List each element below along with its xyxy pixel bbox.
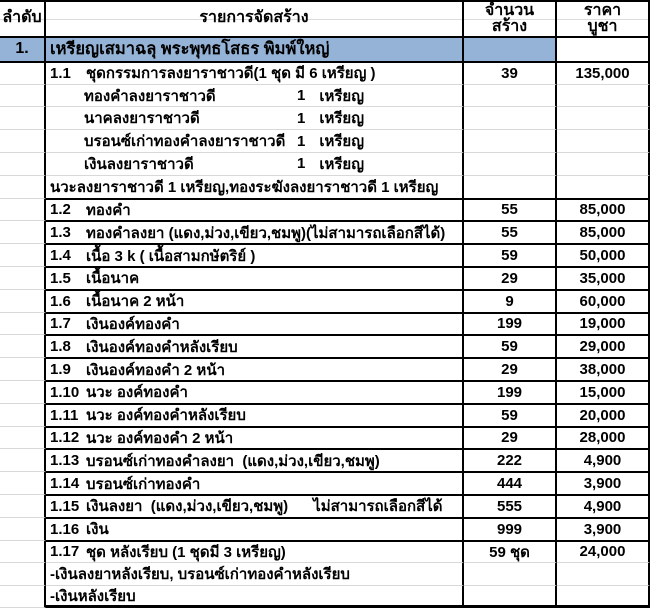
quantity-cell [464, 540, 557, 563]
order-cell [0, 198, 46, 221]
price-value: 3,900 [583, 520, 622, 538]
sub-item-qty: 1 [297, 132, 306, 150]
sub-item-qty: 1 [297, 86, 306, 104]
table-row [0, 585, 650, 608]
header-order-label: ลำดับ [2, 9, 42, 26]
price-cell [557, 540, 650, 563]
item-cell [46, 540, 464, 563]
item-number: 1.5 [50, 269, 71, 287]
item-cell [46, 312, 464, 335]
item-name: ชุด หลังเรียบ (1 ชุดมี 3 เหรียญ) [86, 543, 286, 561]
section-title: เหรียญเสมาฉลุ พระพุทธโสธร พิมพ์ใหญ่ [50, 40, 330, 59]
section-number-cell [0, 38, 46, 61]
table-row [0, 243, 650, 266]
quantity-cell [464, 84, 557, 107]
item-name: นวะ องค์ทองคำหลังเรียบ [86, 407, 246, 425]
price-cell [557, 357, 650, 380]
price-cell [557, 448, 650, 471]
quantity-value: 29 [501, 269, 518, 287]
order-cell [0, 152, 46, 175]
section-title-cell [46, 38, 464, 61]
quantity-cell [464, 175, 557, 198]
quantity-cell [464, 220, 557, 243]
price-value: 4,900 [583, 452, 622, 470]
item-number: 1.14 [50, 475, 80, 493]
quantity-value: 222 [496, 452, 523, 470]
price-cell [557, 220, 650, 243]
table-header-row [0, 2, 650, 38]
item-cell [46, 448, 464, 471]
quantity-value: 59 ชุด [489, 543, 530, 561]
item-cell [46, 220, 464, 243]
order-cell [0, 106, 46, 129]
item-number: 1.8 [50, 338, 71, 356]
quantity-cell [464, 517, 557, 540]
quantity-cell [464, 312, 557, 335]
price-value: 4,900 [583, 497, 622, 515]
header-quantity-column [464, 2, 557, 36]
price-value: 135,000 [575, 64, 630, 82]
item-number: 1.1 [50, 64, 71, 82]
table-row [0, 426, 650, 449]
table-row [0, 471, 650, 494]
quantity-cell [464, 562, 557, 585]
table-row [0, 175, 650, 198]
item-name: นวะ องค์ทองคำ 2 หน้า [86, 429, 234, 447]
quantity-cell [464, 61, 557, 84]
order-cell [0, 266, 46, 289]
table-row [0, 289, 650, 312]
item-cell [46, 426, 464, 449]
table-row [0, 220, 650, 243]
order-cell [0, 61, 46, 84]
item-name: เนื้อนาค [86, 270, 140, 288]
item-name: เงินองค์ทองคำ 2 หน้า [86, 361, 225, 379]
item-cell [46, 471, 464, 494]
item-number: 1.17 [50, 543, 80, 561]
sub-item-qty: 1 [297, 109, 306, 127]
table-row [0, 562, 650, 585]
price-cell [557, 61, 650, 84]
quantity-value: 39 [501, 64, 518, 82]
item-name: เนื้อนาค 2 หน้า [86, 293, 185, 311]
quantity-value: 199 [496, 315, 523, 333]
quantity-value: 555 [496, 497, 523, 515]
section-price-cell [557, 38, 650, 61]
item-name: ทองคำลงยา (แดง,ม่วง,เขียว,ชมพู)(ไม่สามารถเลือกสีได้) [86, 224, 446, 242]
table-row [0, 106, 650, 129]
order-cell [0, 448, 46, 471]
quantity-value: 999 [496, 520, 523, 538]
quantity-cell [464, 334, 557, 357]
price-value: 50,000 [579, 247, 626, 265]
section-row [0, 38, 650, 61]
item-number: 1.16 [50, 520, 80, 538]
table-row [0, 129, 650, 152]
header-quantity-line1: จำนวน [484, 2, 535, 19]
quantity-value: 55 [501, 224, 518, 242]
item-number: 1.11 [50, 406, 79, 424]
order-cell [0, 517, 46, 540]
item-cell [46, 198, 464, 221]
item-note: (1 ชุด มี 6 เหรียญ ) [253, 65, 376, 83]
price-value: 29,000 [579, 338, 626, 356]
item-cell [46, 61, 464, 84]
order-cell [0, 129, 46, 152]
price-value: 85,000 [579, 224, 626, 242]
quantity-cell [464, 471, 557, 494]
table-row [0, 334, 650, 357]
order-cell [0, 175, 46, 198]
order-cell [0, 312, 46, 335]
item-name: บรอนซ์เก่าทองคำ [86, 475, 201, 493]
price-value: 28,000 [579, 429, 626, 447]
sub-item-unit: เหรียญ [319, 133, 364, 151]
note-text: นวะลงยาราชาวดี 1 เหรียญ,ทองระฆังลงยาราชาวดี 1 เหรียญ [50, 178, 439, 196]
quantity-cell [464, 243, 557, 266]
price-cell [557, 380, 650, 403]
quantity-cell [464, 152, 557, 175]
table-row [0, 540, 650, 563]
header-item-column [46, 2, 464, 36]
item-number: 1.7 [50, 315, 71, 333]
table-row [0, 380, 650, 403]
item-number: 1.9 [50, 361, 71, 379]
item-cell [46, 129, 464, 152]
table-body [0, 61, 650, 608]
note-text: -เงินหลังเรียบ [50, 587, 136, 605]
quantity-cell [464, 403, 557, 426]
sub-item-unit: เหรียญ [319, 110, 364, 128]
item-cell [46, 106, 464, 129]
price-cell [557, 152, 650, 175]
item-cell [46, 334, 464, 357]
price-value: 20,000 [579, 406, 626, 424]
order-cell [0, 403, 46, 426]
price-cell [557, 494, 650, 517]
item-cell [46, 494, 464, 517]
header-price-line1: ราคา [583, 2, 622, 19]
quantity-cell [464, 129, 557, 152]
header-price-line2: บูชา [587, 18, 618, 35]
price-value: 38,000 [579, 361, 626, 379]
quantity-cell [464, 426, 557, 449]
table-row [0, 198, 650, 221]
price-cell [557, 517, 650, 540]
item-number: 1.10 [50, 383, 80, 401]
table-row [0, 152, 650, 175]
item-cell [46, 403, 464, 426]
quantity-value: 9 [505, 292, 514, 310]
price-value: 15,000 [579, 383, 626, 401]
header-order-column [0, 2, 46, 36]
quantity-cell [464, 448, 557, 471]
quantity-value: 444 [496, 475, 523, 493]
price-cell [557, 198, 650, 221]
quantity-cell [464, 198, 557, 221]
table-row [0, 448, 650, 471]
item-name: บรอนซ์เก่าทองคำลงยา (แดง,ม่วง,เขียว,ชมพู) [86, 452, 380, 470]
order-cell [0, 494, 46, 517]
item-name: ทองคำ [86, 201, 131, 219]
item-name: เงินลงยา (แดง,ม่วง,เขียว,ชมพู) ไม่สามารถเลือกสีได้ [86, 498, 443, 516]
item-name: เงินองค์ทองคำ [86, 315, 180, 333]
item-cell [46, 243, 464, 266]
order-cell [0, 471, 46, 494]
item-cell [46, 585, 464, 608]
item-name: เนื้อ 3 k ( เนื้อสามกษัตริย์ ) [86, 247, 256, 265]
table-row [0, 494, 650, 517]
quantity-value: 55 [501, 201, 518, 219]
price-cell [557, 243, 650, 266]
price-value: 19,000 [579, 315, 626, 333]
order-cell [0, 357, 46, 380]
item-cell [46, 175, 464, 198]
order-cell [0, 380, 46, 403]
item-number: 1.2 [50, 201, 71, 219]
quantity-value: 29 [501, 361, 518, 379]
price-value: 35,000 [579, 269, 626, 287]
sub-item-qty: 1 [297, 155, 306, 173]
item-cell [46, 152, 464, 175]
price-cell [557, 334, 650, 357]
note-text: -เงินลงยาหลังเรียบ, บรอนซ์เก่าทองคำหลังเรียบ [50, 566, 350, 584]
quantity-value: 199 [496, 383, 523, 401]
quantity-cell [464, 289, 557, 312]
quantity-cell [464, 266, 557, 289]
item-name: ชุดกรรมการลงยาราชาวดี [86, 65, 254, 83]
item-number: 1.3 [50, 224, 71, 242]
item-number: 1.4 [50, 247, 71, 265]
section-number: 1. [15, 40, 29, 58]
price-cell [557, 266, 650, 289]
quantity-cell [464, 106, 557, 129]
item-cell [46, 517, 464, 540]
price-cell [557, 426, 650, 449]
item-number: 1.13 [50, 452, 80, 470]
header-item-label: รายการจัดสร้าง [199, 9, 309, 26]
order-cell [0, 334, 46, 357]
price-cell [557, 289, 650, 312]
quantity-cell [464, 585, 557, 608]
table-row [0, 266, 650, 289]
item-cell [46, 380, 464, 403]
order-cell [0, 220, 46, 243]
order-cell [0, 540, 46, 563]
item-name: เงิน [86, 521, 109, 539]
price-value: 85,000 [579, 201, 626, 219]
price-cell [557, 175, 650, 198]
order-cell [0, 562, 46, 585]
price-cell [557, 403, 650, 426]
quantity-cell [464, 380, 557, 403]
price-cell [557, 312, 650, 335]
table-row [0, 357, 650, 380]
sub-item-name: เงินลงยาราชาวดี [84, 155, 194, 173]
section-quantity-cell [464, 38, 557, 61]
table-row [0, 403, 650, 426]
header-quantity-line2: สร้าง [491, 18, 528, 35]
item-cell [46, 84, 464, 107]
quantity-value: 59 [501, 406, 518, 424]
price-value: 60,000 [579, 292, 626, 310]
item-name: เงินองค์ทองคำหลังเรียบ [86, 338, 238, 356]
item-number: 1.15 [50, 497, 80, 515]
table-row [0, 312, 650, 335]
price-cell [557, 106, 650, 129]
quantity-value: 59 [501, 247, 518, 265]
order-cell [0, 585, 46, 608]
price-cell [557, 84, 650, 107]
table-row [0, 61, 650, 84]
item-number: 1.6 [50, 292, 71, 310]
table-row [0, 84, 650, 107]
price-value: 24,000 [579, 543, 626, 561]
item-cell [46, 357, 464, 380]
quantity-value: 29 [501, 429, 518, 447]
order-cell [0, 243, 46, 266]
order-cell [0, 289, 46, 312]
sub-item-name: บรอนซ์เก่าทองคำลงยาราชาวดี [84, 133, 286, 151]
price-cell [557, 562, 650, 585]
item-cell [46, 266, 464, 289]
price-cell [557, 129, 650, 152]
sub-item-unit: เหรียญ [319, 155, 364, 173]
item-name: นวะ องค์ทองคำ [86, 384, 188, 402]
item-cell [46, 562, 464, 585]
sub-item-name: ทองคำลงยาราชาวดี [84, 87, 216, 105]
price-value: 3,900 [583, 475, 622, 493]
header-price-column [557, 2, 650, 36]
price-cell [557, 585, 650, 608]
quantity-cell [464, 494, 557, 517]
order-cell [0, 426, 46, 449]
sub-item-name: นาคลงยาราชาวดี [84, 110, 200, 128]
price-cell [557, 471, 650, 494]
table-row [0, 517, 650, 540]
quantity-value: 59 [501, 338, 518, 356]
item-cell [46, 289, 464, 312]
item-number: 1.12 [50, 429, 80, 447]
order-cell [0, 84, 46, 107]
quantity-cell [464, 357, 557, 380]
sub-item-unit: เหรียญ [319, 87, 364, 105]
